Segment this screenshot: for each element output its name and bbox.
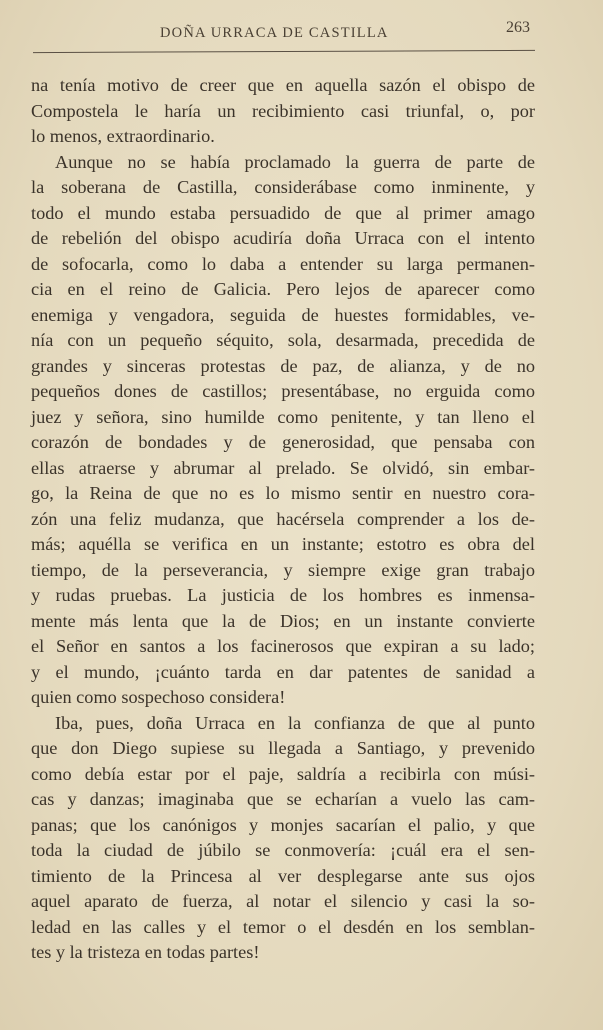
text-line: na tenía motivo de creer que en aquella sazón el obispo de: [31, 75, 535, 95]
text-line: más; aquélla se verifica en un instante; estotro es obra del: [31, 534, 535, 554]
text-line: mente más lenta que la de Dios; en un instante convierte: [31, 610, 535, 631]
text-line: panas; que los canónigos y monjes sacarían el palio, y que: [31, 814, 535, 835]
text-line: cas y danzas; imaginaba que se echarían a vuelo las cam-: [31, 789, 535, 809]
text-line: zón una feliz mudanza, que hacérsela comprender a los de-: [31, 508, 535, 529]
text-line: ellas atraerse y abrumar al prelado. Se olvidó, sin embar-: [31, 457, 535, 478]
text-line: lo menos, extraordinario.: [31, 126, 215, 146]
text-line: y rudas pruebas. La justicia de los hombres es inmensa-: [31, 585, 535, 605]
text-line: de sofocarla, como lo daba a entender su larga permanen-: [31, 253, 535, 274]
text-line: cia en el reino de Galicia. Pero lejos de aparecer como: [31, 279, 535, 299]
text-line: nía con un pequeño séquito, sola, desarmada, precedida de: [31, 330, 535, 350]
text-line: quien como sospechoso considera!: [31, 687, 286, 707]
text-line: y el mundo, ¡cuánto tarda en dar patentes de sanidad a: [31, 661, 535, 682]
text-line: enemiga y vengadora, seguida de huestes formidables, ve-: [31, 304, 535, 325]
text-line: Iba, pues, doña Urraca en la confianza de que al punto: [55, 712, 535, 733]
text-line: como debía estar por el paje, saldría a recibirla con músi-: [31, 763, 535, 784]
text-line: el Señor en santos a los facinerosos que expiran a su lado;: [31, 636, 535, 656]
text-line: Aunque no se había proclamado la guerra de parte de: [55, 151, 535, 172]
text-line: todo el mundo estaba persuadido de que al primer amago: [31, 202, 535, 223]
text-line: grandes y sinceras protestas de paz, de alianza, y de no: [31, 355, 535, 376]
text-line: Compostela le haría un recibimiento casi triunfal, o, por: [31, 100, 535, 121]
text-line: timiento de la Princesa al ver desplegarse ante sus ojos: [31, 865, 535, 886]
body-text: [31, 73, 535, 966]
text-line: tiempo, de la perseverancia, y siempre exige gran trabajo: [31, 559, 535, 580]
text-line: go, la Reina de que no es lo mismo sentir en nuestro cora-: [31, 483, 535, 503]
text-line: que don Diego supiese su llegada a Santiago, y prevenido: [31, 738, 535, 758]
text-line: la soberana de Castilla, considerábase como inminente, y: [31, 177, 535, 197]
text-line: de rebelión del obispo acudiría doña Urraca con el intento: [31, 228, 535, 248]
running-title: DOÑA URRACA DE CASTILLA: [160, 25, 389, 41]
text-line: tes y la tristeza en todas partes!: [31, 942, 260, 962]
text-line: pequeños dones de castillos; presentábase, no erguida como: [31, 381, 535, 401]
text-line: juez y señora, sino humilde como penitente, y tan lleno el: [31, 406, 535, 427]
page-number: 263: [506, 19, 530, 36]
text-line: aquel aparato de fuerza, al notar el silencio y casi la so-: [31, 891, 535, 911]
text-line: ledad en las calles y el temor o el desdén en los semblan-: [31, 916, 535, 937]
text-line: toda la ciudad de júbilo se conmovería: ¡cuál era el sen-: [31, 840, 535, 860]
header-rule: [33, 50, 535, 53]
text-line: corazón de bondades y de generosidad, que pensaba con: [31, 432, 535, 452]
